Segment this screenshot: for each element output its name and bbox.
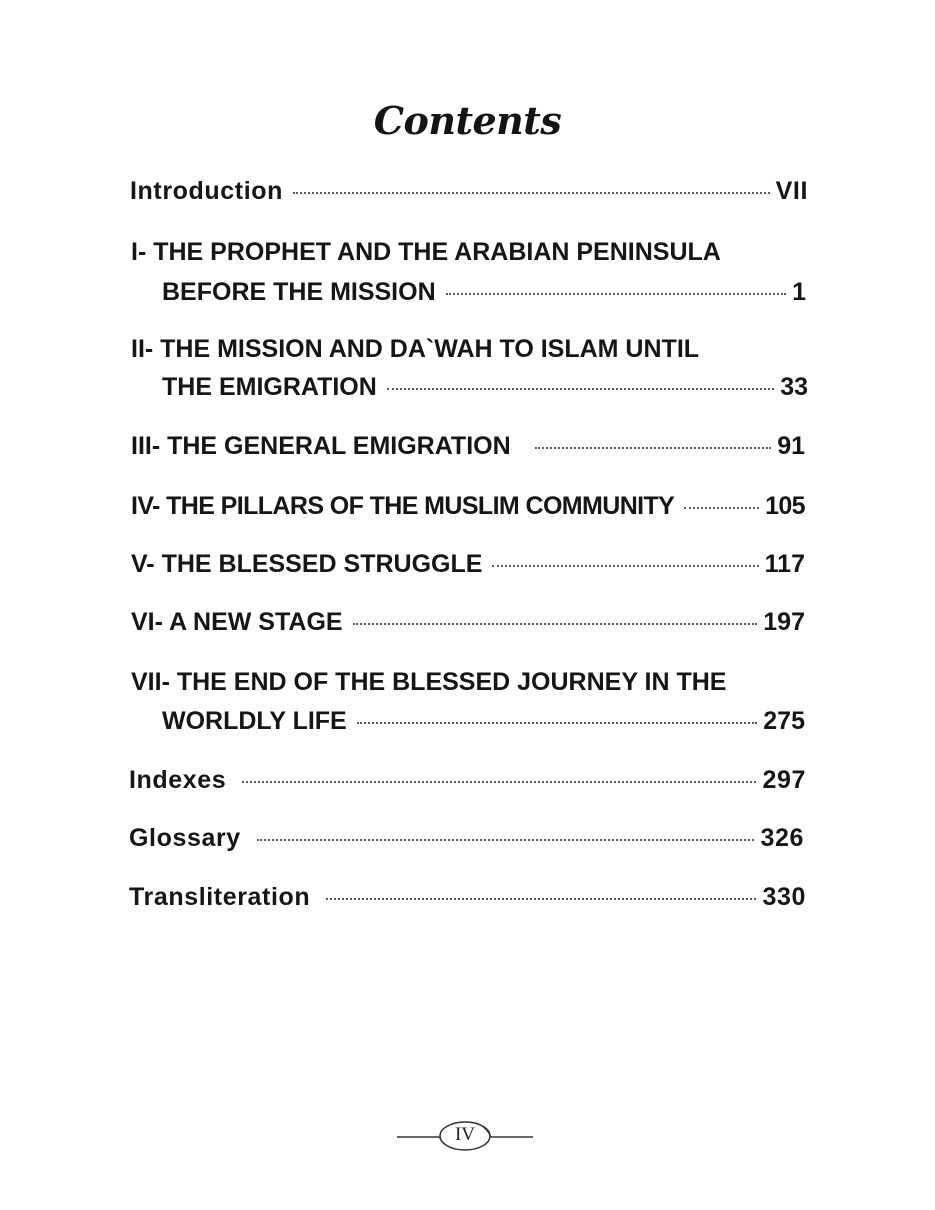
page-number-ornament [395, 1117, 535, 1157]
dot-leader [446, 293, 786, 295]
toc-entry-chapter-6[interactable] [131, 607, 805, 637]
toc-entry-chapter-7[interactable] [162, 706, 805, 736]
toc-entry-label: IV- THE PILLARS OF THE MUSLIM COMMUNITY [131, 492, 675, 520]
toc-page-number: 1 [792, 278, 806, 306]
toc-page-number: 330 [762, 883, 806, 911]
dot-leader [257, 839, 755, 841]
toc-entry-chapter-1[interactable] [162, 277, 806, 307]
toc-entry-label: WORLDLY LIFE [162, 707, 347, 735]
toc-entry-transliteration[interactable] [129, 882, 806, 912]
toc-entry-label: Introduction [130, 177, 284, 205]
toc-page-number: 91 [777, 432, 805, 460]
dot-leader [353, 623, 758, 625]
toc-entry-label: Indexes [129, 766, 227, 794]
toc-entry-indexes[interactable] [129, 765, 806, 795]
toc-entry-label: Glossary [129, 824, 241, 852]
page-number: IV [454, 1124, 476, 1145]
toc-entry-label: VI- A NEW STAGE [131, 608, 343, 636]
toc-page-number: 275 [763, 707, 805, 735]
page-title: Contents [373, 98, 562, 143]
dot-leader [357, 722, 758, 724]
toc-entry-chapter-4[interactable] [131, 491, 805, 521]
toc-entry-chapter-2[interactable] [162, 372, 808, 402]
dot-leader [387, 388, 774, 390]
dot-leader [326, 898, 756, 900]
dot-leader [242, 781, 756, 783]
toc-page-number: VII [775, 177, 808, 205]
toc-entry-introduction[interactable] [130, 176, 808, 206]
dot-leader [535, 447, 772, 449]
toc-entry-label: V- THE BLESSED STRUGGLE [131, 550, 483, 578]
toc-page-number: 33 [780, 373, 808, 401]
toc-entry-label: THE EMIGRATION [162, 373, 377, 401]
toc-page-number: 117 [764, 550, 805, 578]
toc-page-number: 326 [760, 824, 804, 852]
toc-chapter-1-heading[interactable]: I- THE PROPHET AND THE ARABIAN PENINSULA [131, 238, 721, 266]
toc-entry-label: III- THE GENERAL EMIGRATION [131, 432, 511, 460]
toc-entry-label: Transliteration [129, 883, 311, 911]
toc-chapter-2-heading[interactable]: II- THE MISSION AND DA`WAH TO ISLAM UNTIL [131, 335, 700, 363]
toc-entry-glossary[interactable] [129, 823, 804, 853]
toc-chapter-7-heading[interactable]: VII- THE END OF THE BLESSED JOURNEY IN THE [131, 668, 727, 696]
toc-page-number: 197 [763, 608, 805, 636]
toc-entry-chapter-3[interactable] [131, 431, 805, 461]
toc-page-number: 105 [765, 492, 805, 520]
toc-entry-chapter-5[interactable] [131, 549, 805, 579]
dot-leader [492, 565, 758, 567]
dot-leader [684, 507, 759, 509]
toc-entry-label: BEFORE THE MISSION [162, 278, 436, 306]
dot-leader [293, 192, 770, 194]
toc-page-number: 297 [762, 766, 806, 794]
